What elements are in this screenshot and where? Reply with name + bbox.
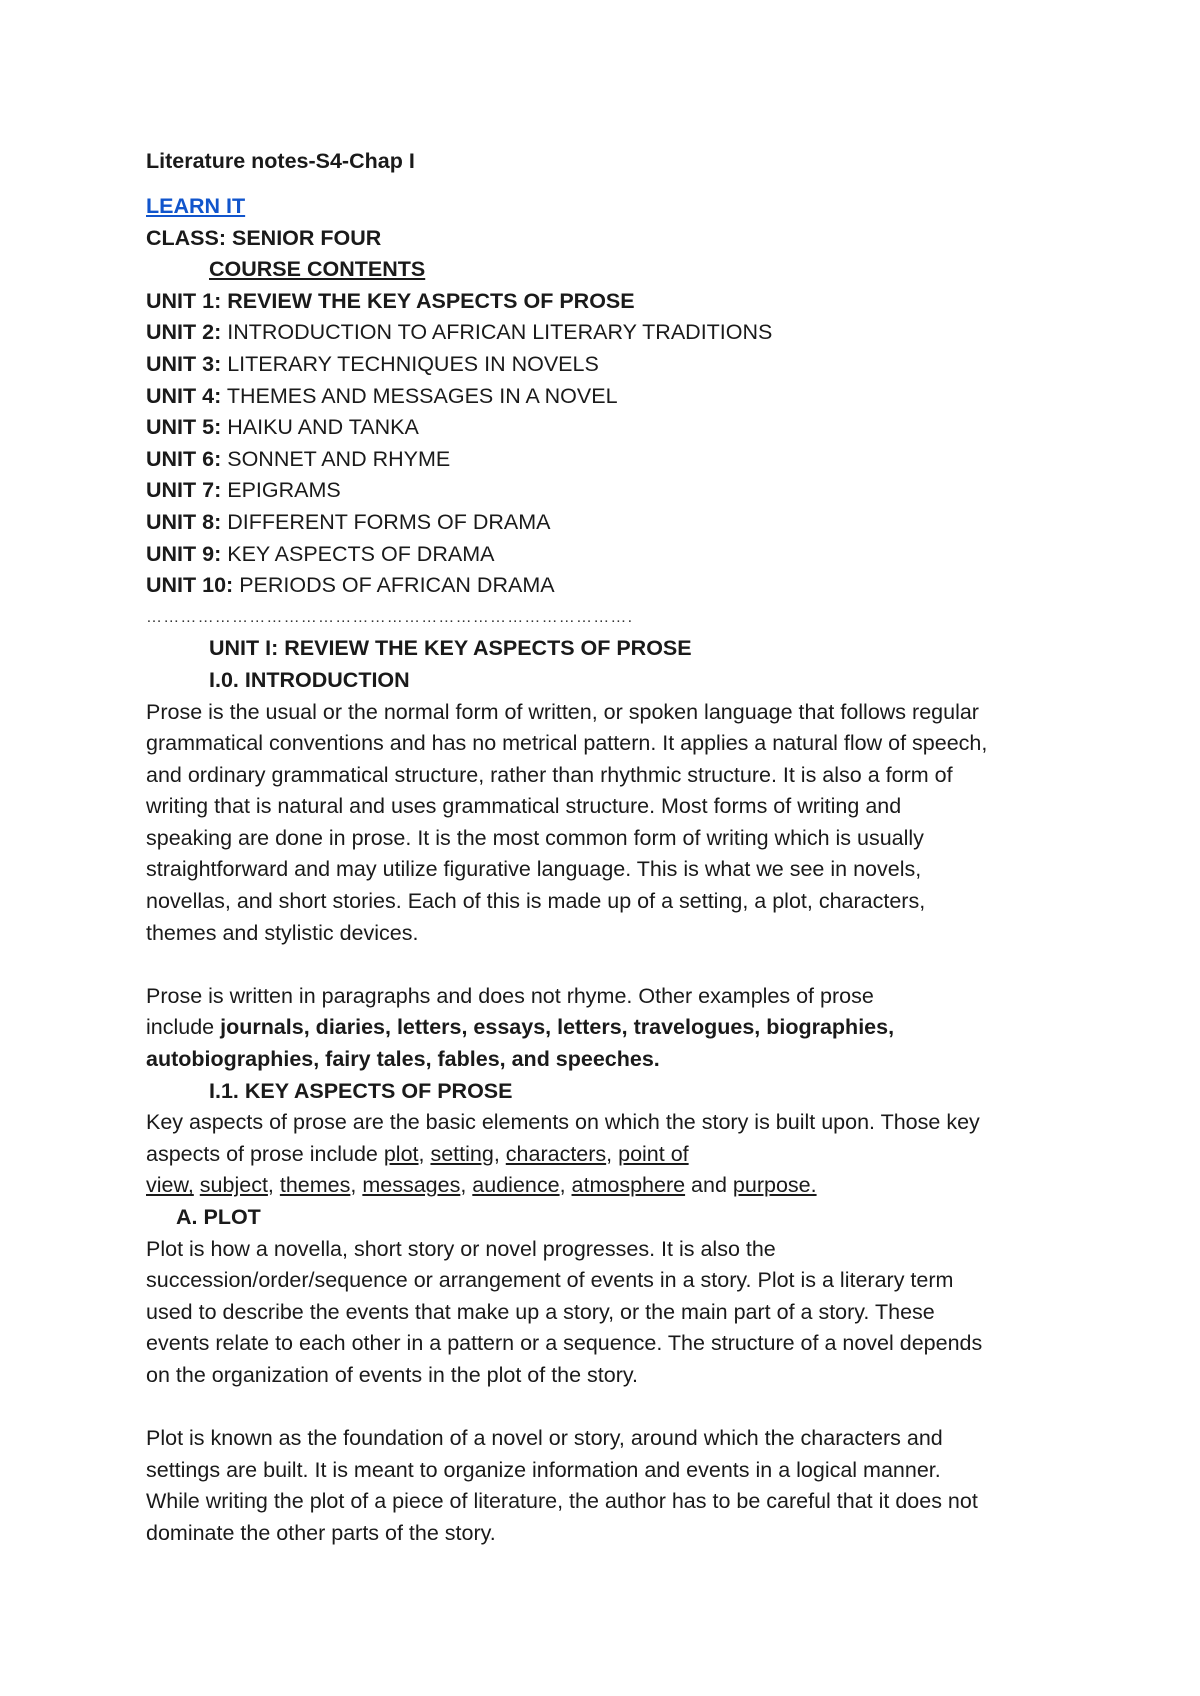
unit-number: UNIT 8: [146, 509, 222, 534]
unit1-heading: UNIT I: REVIEW THE KEY ASPECTS OF PROSE [209, 636, 692, 661]
aspect-atmosphere: atmosphere [571, 1173, 686, 1198]
unit-list-item [146, 444, 1076, 476]
class-line: CLASS: SENIOR FOUR [146, 225, 382, 250]
unit-title: EPIGRAMS [221, 478, 341, 503]
separator-comma: , [606, 1141, 619, 1166]
learn-it-link[interactable]: LEARN IT [146, 194, 246, 218]
unit-number: UNIT 7: [146, 478, 222, 503]
unit-number: UNIT 10: [146, 573, 234, 598]
separator-comma: , [267, 1173, 280, 1198]
key-aspects-heading: I.1. KEY ASPECTS OF PROSE [209, 1078, 513, 1103]
unit-title: LITERARY TECHNIQUES IN NOVELS [221, 351, 599, 376]
unit-title: HAIKU AND TANKA [221, 415, 419, 440]
course-contents-heading: COURSE CONTENTS [209, 257, 426, 282]
unit-list-item [146, 539, 1076, 571]
plot-heading: A. PLOT [176, 1205, 261, 1229]
aspect-point-of: point of [618, 1141, 689, 1166]
unit-number: UNIT 1: [146, 288, 222, 313]
aspect-subject: subject [199, 1173, 268, 1198]
unit-list-item [146, 286, 1076, 318]
aspect-plot: plot [383, 1141, 419, 1166]
separator-comma: , [418, 1141, 431, 1166]
aspect-purpose: purpose. [732, 1173, 817, 1198]
unit-number: UNIT 3: [146, 351, 222, 376]
document-title: Literature notes-S4-Chap I [146, 149, 415, 173]
unit-list-item [146, 381, 1076, 413]
separator-comma: , [460, 1173, 473, 1198]
paragraph-line: Plot is how a novella, short story or novel progresses. It is also the [146, 1236, 776, 1261]
aspect-characters: characters [505, 1141, 607, 1166]
paragraph-line [146, 1170, 1076, 1202]
unit-title: REVIEW THE KEY ASPECTS OF PROSE [221, 288, 635, 313]
paragraph-line: While writing the plot of a piece of literature, the author has to be careful that it does not [146, 1489, 978, 1514]
unit-list-item [146, 570, 1076, 602]
paragraph-line: autobiographies, fairy tales, fables, and speeches. [146, 1047, 660, 1072]
paragraph-line: Prose is the usual or the normal form of written, or spoken language that follows regular [146, 699, 979, 724]
unit-number: UNIT 4: [146, 383, 222, 408]
paragraph-line: Prose is written in paragraphs and does not rhyme. Other examples of prose [146, 983, 874, 1008]
paragraph-line [146, 1012, 1076, 1044]
unit-number: UNIT 9: [146, 541, 222, 566]
plot-paragraph-1 [146, 1234, 1076, 1392]
separator-comma: , [493, 1141, 506, 1166]
paragraph-line: speaking are done in prose. It is the most common form of writing which is usually [146, 825, 924, 850]
prose-examples-paragraph [146, 981, 1076, 1076]
unit-list-item [146, 412, 1076, 444]
paragraph-line [146, 1139, 1076, 1171]
aspect-messages: messages [362, 1173, 461, 1198]
paragraph-line: straightforward and may utilize figurative language. This is what we see in novels, [146, 857, 922, 882]
unit-title: PERIODS OF AFRICAN DRAMA [233, 573, 555, 598]
aspects-prefix: aspects of prose include [146, 1141, 384, 1166]
paragraph-line: novellas, and short stories. Each of this is made up of a setting, a plot, characters, [146, 889, 926, 914]
paragraph-line: succession/order/sequence or arrangement of events in a story. Plot is a literary term [146, 1268, 954, 1293]
paragraph-gap [146, 1392, 1076, 1424]
unit-number: UNIT 6: [146, 446, 222, 471]
introduction-paragraph [146, 697, 1076, 950]
examples-list: journals, diaries, letters, essays, letters, travelogues, biographies, [220, 1015, 895, 1040]
paragraph-line: themes and stylistic devices. [146, 920, 419, 945]
introduction-heading: I.0. INTRODUCTION [209, 667, 410, 692]
unit-title: KEY ASPECTS OF DRAMA [221, 541, 495, 566]
aspect-setting: setting [430, 1141, 494, 1166]
paragraph-line: on the organization of events in the plot of the story. [146, 1362, 639, 1387]
paragraph-line: Plot is known as the foundation of a novel or story, around which the characters and [146, 1426, 943, 1451]
paragraph-line: used to describe the events that make up a story, or the main part of a story. These [146, 1299, 935, 1324]
paragraph-gap [146, 949, 1076, 981]
unit-list [146, 286, 1076, 602]
unit-number: UNIT 5: [146, 415, 222, 440]
paragraph-line: settings are built. It is meant to organize information and events in a logical manner. [146, 1457, 941, 1482]
paragraph-line: grammatical conventions and has no metrical pattern. It applies a natural flow of speech, [146, 731, 988, 756]
paragraph-line: writing that is natural and uses grammatical structure. Most forms of writing and [146, 794, 902, 819]
unit-number: UNIT 2: [146, 320, 222, 345]
key-aspects-paragraph [146, 1107, 1076, 1202]
unit-title: THEMES AND MESSAGES IN A NOVEL [221, 383, 618, 408]
aspect-audience: audience [472, 1173, 560, 1198]
separator-comma: , [350, 1173, 363, 1198]
examples-prefix: include [146, 1015, 221, 1040]
paragraph-line: events relate to each other in a pattern or a sequence. The structure of a novel depends [146, 1331, 983, 1356]
paragraph-line: and ordinary grammatical structure, rather than rhythmic structure. It is also a form of [146, 762, 953, 787]
aspect-themes: themes [279, 1173, 351, 1198]
unit-list-item [146, 475, 1076, 507]
unit-title: DIFFERENT FORMS OF DRAMA [221, 509, 551, 534]
paragraph-line: dominate the other parts of the story. [146, 1520, 496, 1545]
document-page [146, 146, 1076, 1550]
separator-comma: , [559, 1173, 572, 1198]
unit-list-item [146, 317, 1076, 349]
paragraph-line: Key aspects of prose are the basic elements on which the story is built upon. Those key [146, 1110, 980, 1135]
plot-paragraph-2 [146, 1423, 1076, 1549]
unit-list-item [146, 507, 1076, 539]
separator-and: and [685, 1173, 733, 1198]
unit-title: INTRODUCTION TO AFRICAN LITERARY TRADITIONS [221, 320, 773, 345]
unit-list-item [146, 349, 1076, 381]
dotted-separator: …………………………………………………………………………. [146, 608, 634, 626]
aspect-view: view, [146, 1173, 194, 1198]
unit-title: SONNET AND RHYME [221, 446, 451, 471]
